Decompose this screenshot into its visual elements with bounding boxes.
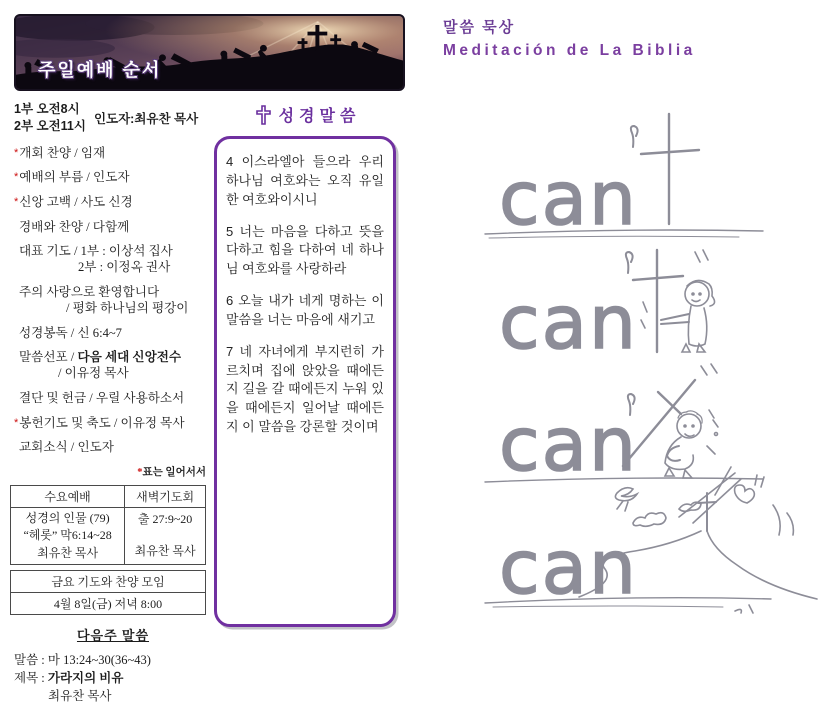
- dove-icon: [615, 488, 637, 511]
- dawn-line1: 출 27:9~20: [137, 512, 193, 527]
- pencil-sketch: [483, 98, 833, 643]
- stand-star: *: [14, 416, 19, 429]
- service-time-2: 2부 오전11시: [14, 118, 86, 133]
- order-item-label: 주의 사랑으로 환영합니다: [19, 284, 160, 299]
- service-schedule: [14, 101, 212, 135]
- order-item: [14, 349, 212, 381]
- order-item-label2: / 평화 하나님의 평강이: [66, 301, 189, 316]
- wed-line2: “헤롯” 막6:14~28: [23, 528, 112, 543]
- order-item-label: 성경봉독 / 신 6:4~7: [19, 325, 122, 340]
- order-item: [14, 169, 212, 185]
- verse-4: 4 이스라엘아 들으라 우리 하나님 여호와는 오직 유일한 여호와이시니: [226, 154, 384, 207]
- order-item-label: 봉헌기도 및 축도 / 이유정 목사: [19, 415, 185, 430]
- next-week-title-line: [14, 669, 212, 687]
- stand-star: *: [14, 146, 19, 159]
- meditation-title-spanish: Meditación de La Biblia: [443, 42, 696, 59]
- midweek-service-table: [10, 485, 206, 565]
- dawn-line2: 최유찬 목사: [134, 543, 196, 558]
- order-item-label: 신앙 고백 / 사도 신경: [19, 194, 133, 209]
- order-item-label: 말씀선포 /: [19, 350, 78, 365]
- order-item: [14, 390, 212, 406]
- sketch-word-3: can: [499, 402, 638, 488]
- sermon-title-bold: 다음 세대 신앙전수: [77, 350, 182, 365]
- stand-star: *: [14, 195, 19, 208]
- dawn-prayer-header: 새벽기도회: [125, 485, 206, 507]
- cant-can-sketch: [483, 98, 833, 643]
- order-item: [14, 284, 212, 316]
- stand-star: *: [137, 466, 143, 478]
- sketch-word-4: can: [499, 525, 638, 611]
- order-item: [14, 194, 212, 210]
- order-item-label2: / 이유정 목사: [58, 366, 129, 381]
- order-item: [14, 439, 212, 455]
- stand-star: *: [14, 171, 19, 184]
- cloud-shape: [633, 513, 666, 527]
- sketch-panel-4-can-road: [485, 467, 817, 613]
- order-item: [14, 145, 212, 161]
- order-item-label: 대표 기도 / 1부 : 이상석 집사: [19, 244, 173, 259]
- order-item: [14, 325, 212, 341]
- order-item-label: 예배의 부름 / 인도자: [19, 170, 130, 185]
- scripture-section-title: [228, 103, 388, 126]
- order-item-label: 개회 찬양 / 임재: [19, 145, 106, 160]
- wed-service-cell: [11, 507, 125, 564]
- friday-meeting-title: 금요 기도와 찬양 모임: [11, 570, 206, 592]
- order-item-label: 결단 및 헌금 / 우릴 사용하소서: [19, 390, 185, 405]
- worship-banner: [14, 14, 405, 91]
- order-item: [14, 415, 212, 431]
- meditation-title-korean: 말씀 묵상: [443, 19, 516, 36]
- order-item: [14, 219, 212, 235]
- next-week-title-label: 제목 :: [14, 671, 48, 686]
- verse-7: 7 네 자녀에게 부지런히 가르치며 집에 앉았을 때에든지 길을 갈 때에든지 누워 있을 때에든지 일어날 때에든지 이 말씀을 강론할 것이며: [226, 343, 384, 435]
- sketch-panel-3-can-carry: [485, 364, 763, 488]
- scripture-title-text: 성경말씀: [278, 108, 361, 125]
- service-leader: 인도자:최유찬 목사: [93, 111, 199, 126]
- sketch-panel-2-cant-figure: [499, 250, 715, 366]
- service-time-1: 1부 오전8시: [14, 102, 80, 116]
- wed-line1: 성경의 인물 (79): [25, 510, 110, 525]
- wed-line3: 최유찬 목사: [37, 545, 99, 560]
- banner-title: 주일예배 순서: [38, 60, 162, 80]
- cross-icon: [256, 105, 271, 125]
- next-week-pastor: 최유찬 목사: [48, 689, 112, 704]
- worship-order-column: [14, 101, 212, 705]
- sketch-word-1: can: [499, 156, 638, 242]
- hill-cross-icon: [698, 493, 716, 531]
- order-item: [14, 243, 212, 275]
- scripture-verse-box: [214, 136, 396, 627]
- friday-meeting-table: [10, 570, 206, 615]
- next-week-title-bold: 가라지의 비유: [47, 671, 124, 686]
- order-item-label: 경배와 찬양 / 다함께: [19, 219, 130, 234]
- standing-note: [14, 464, 206, 479]
- standing-note-text: 표는 일어서서: [142, 466, 206, 478]
- order-item-label: 교회소식 / 인도자: [19, 440, 114, 455]
- sketch-word-2: can: [499, 280, 638, 366]
- dawn-prayer-cell: [125, 507, 206, 564]
- verse-5: 5 너는 마음을 다하고 뜻을 다하고 힘을 다하여 네 하나님 여호와를 사랑하라: [226, 223, 384, 277]
- next-week-scripture: 말씀 : 마 13:24~30(36~43): [14, 652, 151, 667]
- order-item-label2: 2부 : 이정옥 권사: [78, 260, 171, 275]
- verse-6: 6 오늘 내가 네게 명하는 이 말씀을 너는 마음에 새기고: [226, 293, 384, 327]
- sketch-panel-1-cant: [485, 114, 763, 242]
- next-week-heading: 다음주 말씀: [76, 627, 150, 643]
- wed-service-header: 수요예배: [11, 485, 125, 507]
- friday-meeting-time: 4월 8일(금) 저녁 8:00: [11, 592, 206, 614]
- heart-icon: [735, 485, 755, 503]
